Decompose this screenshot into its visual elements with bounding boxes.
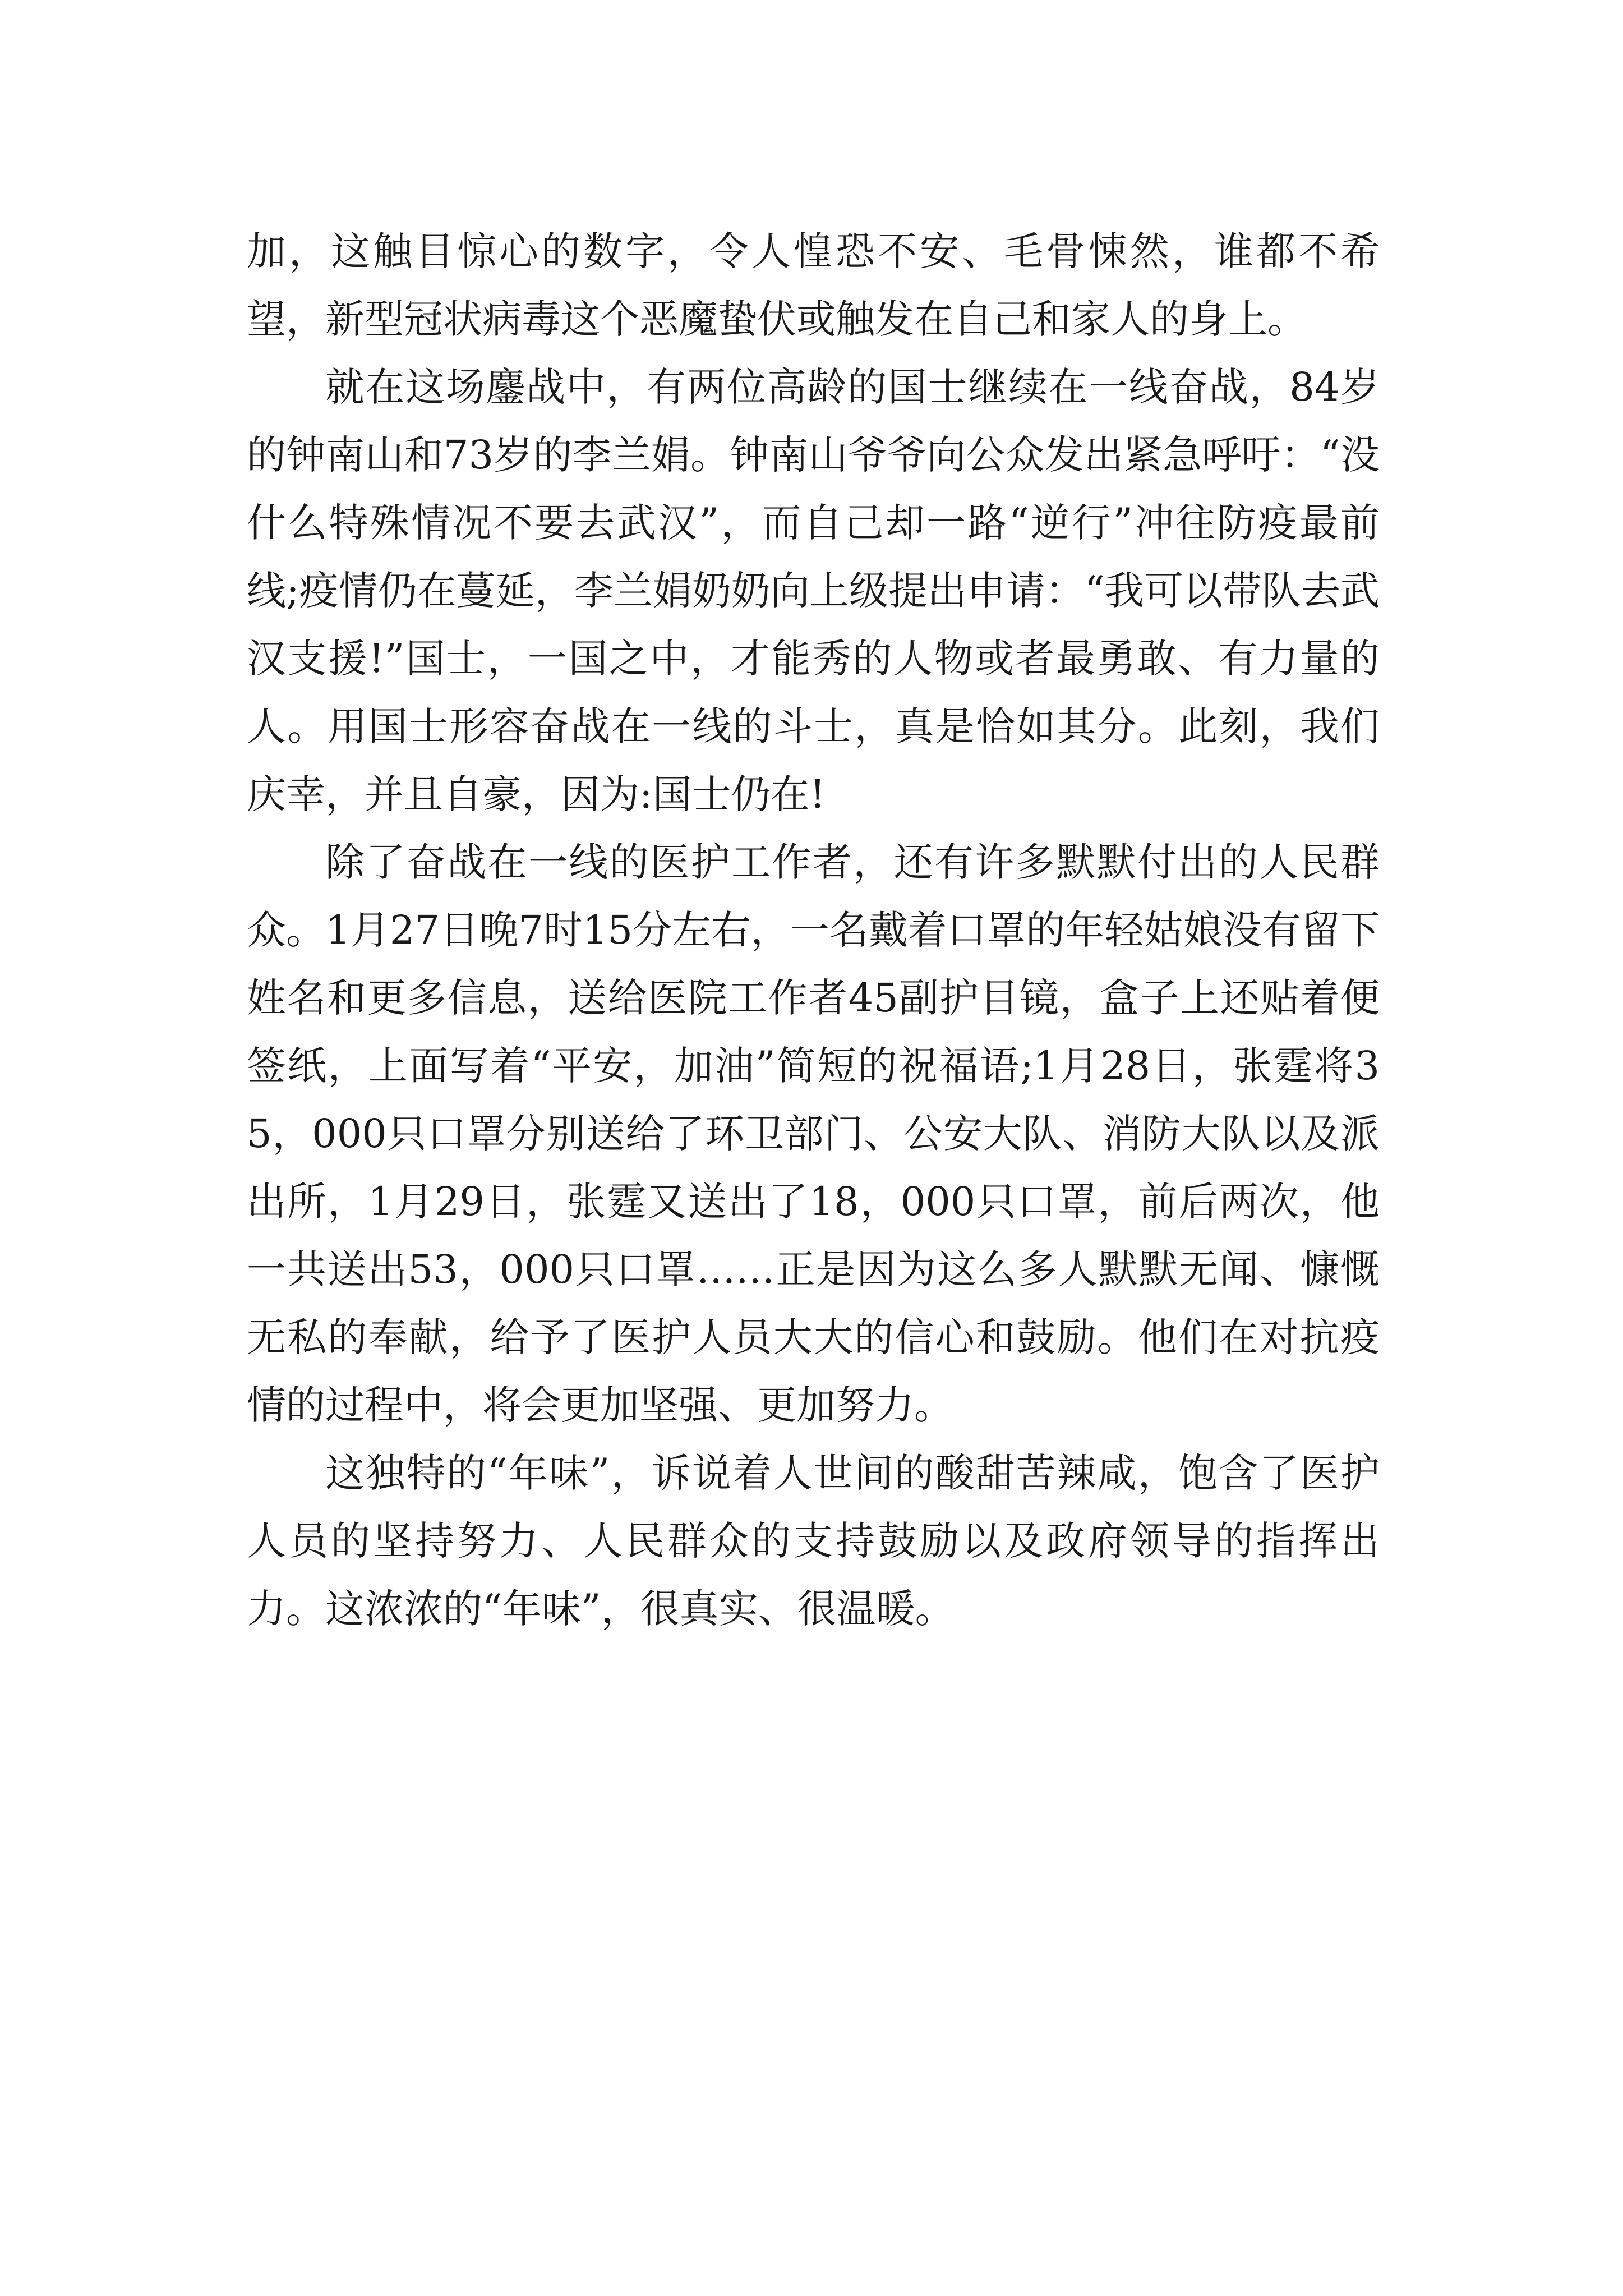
paragraph-guoshi: 就在这场鏖战中，有两位高龄的国士继续在一线奋战，84岁的钟南山和73岁的李兰娟。钟南山爷爷向公众发出紧急呼吁：“没什么特殊情况不要去武汉”，而自己却一路“逆行”冲往防疫最前线;疫情仍在蔓延，李兰娟奶奶向上级提出申请：“我可以带队去武汉支援!”国士，一国之中，才能秀的人物或者最勇敢、有力量的人。用国士形容奋战在一线的斗士，真是恰如其分。此刻，我们庆幸，并且自豪，因为:国士仍在!	[247, 364, 1380, 817]
document-body	[247, 218, 1380, 1643]
paragraph-nianwei: 这独特的“年味”，诉说着人世间的酸甜苦辣咸，饱含了医护人员的坚持努力、人民群众的支持鼓励以及政府领导的指挥出力。这浓浓的“年味”，很真实、很温暖。	[247, 1450, 1380, 1632]
paragraph-people: 除了奋战在一线的医护工作者，还有许多默默付出的人民群众。1月27日晚7时15分左右，一名戴着口罩的年轻姑娘没有留下姓名和更多信息，送给医院工作者45副护目镜，盒子上还贴着便签纸，上面写着“平安，加油”简短的祝福语;1月28日，张霆将35，000只口罩分别送给了环卫部门、公安大队、消防大队以及派出所，1月29日，张霆又送出了18，000只口罩，前后两次，他一共送出53，000只口罩……正是因为这么多人默默无闻、慷慨无私的奉献，给予了医护人员大大的信心和鼓励。他们在对抗疫情的过程中，将会更加坚强、更加努力。	[247, 839, 1380, 1428]
paragraph-continued: 加，这触目惊心的数字，令人惶恐不安、毛骨悚然，谁都不希望，新型冠状病毒这个恶魔蛰伏或触发在自己和家人的身上。	[247, 228, 1380, 342]
